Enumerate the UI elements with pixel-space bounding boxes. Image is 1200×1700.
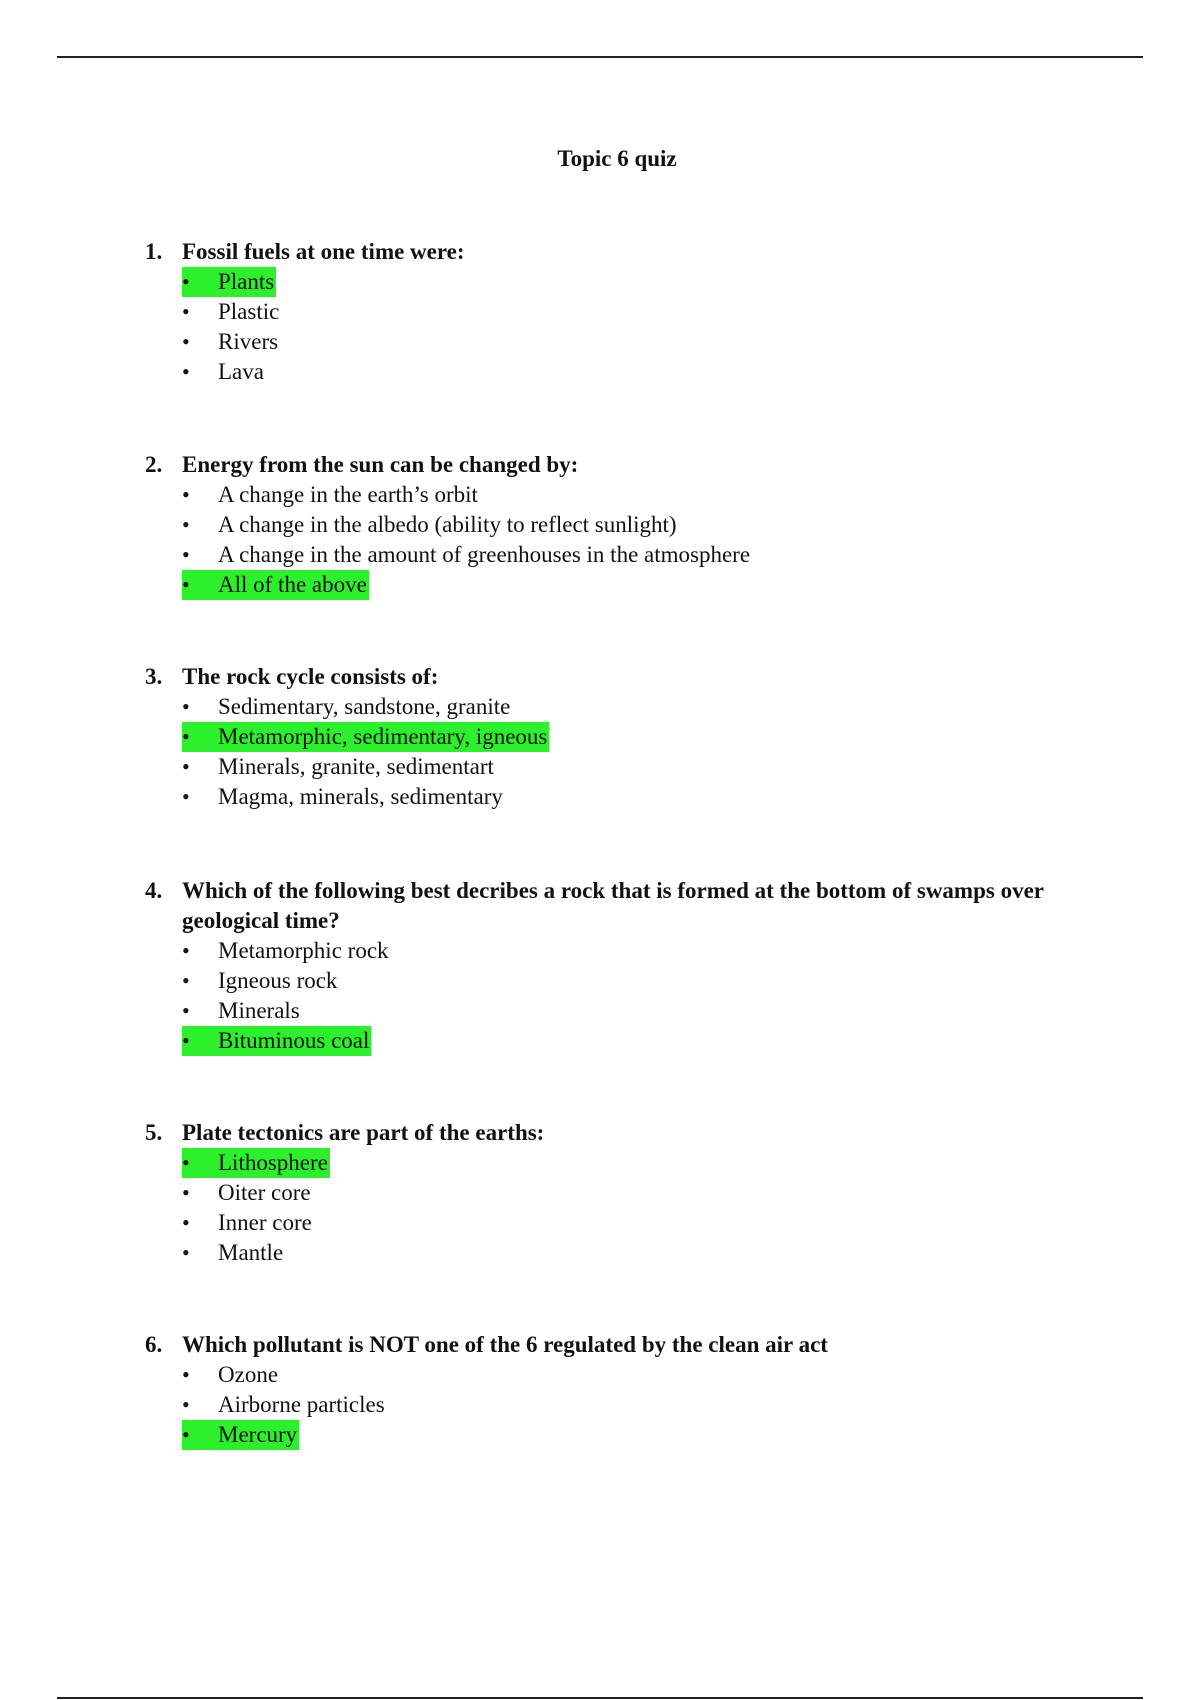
answer-option-text: Magma, minerals, sedimentary — [218, 784, 503, 809]
answer-option-text: Mantle — [218, 1240, 284, 1265]
answer-option-highlight — [182, 480, 480, 510]
answer-option — [182, 1360, 1105, 1390]
answer-option-text: Plastic — [218, 299, 280, 324]
question-stem — [145, 1330, 1105, 1360]
answer-option — [182, 357, 1105, 387]
question-stem — [145, 662, 1105, 692]
answer-option-highlight — [182, 722, 549, 752]
answer-option-highlight — [182, 782, 505, 812]
question-text: Which of the following best decribes a rock that is formed at the bottom of swamps over geological time? — [182, 878, 1044, 933]
answer-option-highlight — [182, 1208, 314, 1238]
bullet-icon: • — [182, 329, 190, 354]
answer-option — [182, 267, 1105, 297]
answer-option — [182, 1420, 1105, 1450]
answer-options — [182, 480, 1105, 600]
answer-option-text: Ozone — [218, 1362, 279, 1387]
answer-option — [182, 1238, 1105, 1268]
answer-option-highlight — [182, 1390, 387, 1420]
answer-option — [182, 1178, 1105, 1208]
answer-option — [182, 692, 1105, 722]
answer-options — [182, 936, 1105, 1056]
question-1 — [145, 237, 1105, 387]
question-number: 6. — [145, 1332, 163, 1357]
bullet-icon: • — [182, 299, 190, 324]
answer-option-text: Sedimentary, sandstone, granite — [218, 694, 511, 719]
question-5 — [145, 1118, 1105, 1268]
bullet-icon: • — [182, 968, 190, 993]
answer-option — [182, 480, 1105, 510]
answer-option-highlight — [182, 966, 339, 996]
answer-option — [182, 1208, 1105, 1238]
bullet-icon: • — [182, 1362, 190, 1387]
top-rule — [57, 56, 1143, 58]
answer-option-text: All of the above — [218, 572, 367, 597]
answer-option-highlight — [182, 570, 369, 600]
bullet-icon: • — [182, 1180, 190, 1205]
question-number: 2. — [145, 452, 163, 477]
bullet-icon: • — [182, 998, 190, 1023]
answer-option-highlight — [182, 357, 266, 387]
question-4 — [145, 876, 1105, 1056]
question-text: Which pollutant is NOT one of the 6 regulated by the clean air act — [182, 1332, 828, 1357]
answer-option-text: Bituminous coal — [218, 1028, 370, 1053]
answer-option-highlight — [182, 1178, 313, 1208]
answer-option-text: Lithosphere — [218, 1150, 328, 1175]
answer-options — [182, 1360, 1105, 1450]
bullet-icon: • — [182, 572, 190, 597]
bullet-icon: • — [182, 512, 190, 537]
question-number: 1. — [145, 239, 163, 264]
answer-options — [182, 1148, 1105, 1268]
answer-option — [182, 540, 1105, 570]
bullet-icon: • — [182, 482, 190, 507]
bullet-icon: • — [182, 1210, 190, 1235]
question-number: 3. — [145, 664, 163, 689]
answer-option-highlight — [182, 1148, 330, 1178]
answer-option-highlight — [182, 1026, 371, 1056]
document-title: Topic 6 quiz — [557, 146, 677, 171]
answer-option-text: Plants — [218, 269, 275, 294]
answer-option-text: Rivers — [218, 329, 279, 354]
answer-option — [182, 996, 1105, 1026]
question-3 — [145, 662, 1105, 812]
answer-option — [182, 1148, 1105, 1178]
bullet-icon: • — [182, 784, 190, 809]
answer-option-text: Metamorphic rock — [218, 938, 389, 963]
bullet-icon: • — [182, 724, 190, 749]
bullet-icon: • — [182, 1028, 190, 1053]
answer-option-highlight — [182, 1420, 299, 1450]
question-stem — [145, 1118, 1105, 1148]
bullet-icon: • — [182, 694, 190, 719]
question-text: The rock cycle consists of: — [182, 664, 439, 689]
question-text: Plate tectonics are part of the earths: — [182, 1120, 545, 1145]
question-stem — [145, 237, 1105, 267]
answer-option-text: Lava — [218, 359, 264, 384]
answer-option-highlight — [182, 327, 280, 357]
bottom-rule — [57, 1697, 1143, 1699]
answer-option-highlight — [182, 297, 281, 327]
question-number: 4. — [145, 878, 163, 903]
bullet-icon: • — [182, 754, 190, 779]
answer-option-highlight — [182, 936, 391, 966]
question-6 — [145, 1330, 1105, 1450]
answer-option-text: Mercury — [218, 1422, 298, 1447]
bullet-icon: • — [182, 269, 190, 294]
answer-option — [182, 936, 1105, 966]
answer-option — [182, 510, 1105, 540]
answer-option — [182, 570, 1105, 600]
question-stem — [145, 876, 1105, 936]
question-2 — [145, 450, 1105, 600]
answer-option-highlight — [182, 996, 302, 1026]
bullet-icon: • — [182, 938, 190, 963]
answer-option-text: Metamorphic, sedimentary, igneous — [218, 724, 548, 749]
question-text: Energy from the sun can be changed by: — [182, 452, 579, 477]
answer-option-text: A change in the earth’s orbit — [218, 482, 478, 507]
answer-option — [182, 1026, 1105, 1056]
question-stem — [145, 450, 1105, 480]
question-number: 5. — [145, 1120, 163, 1145]
answer-options — [182, 267, 1105, 387]
bullet-icon: • — [182, 1150, 190, 1175]
bullet-icon: • — [182, 1422, 190, 1447]
answer-options — [182, 692, 1105, 812]
answer-option-text: Inner core — [218, 1210, 312, 1235]
answer-option-text: Minerals, granite, sedimentart — [218, 754, 494, 779]
answer-option-text: Oiter core — [218, 1180, 311, 1205]
answer-option-highlight — [182, 510, 679, 540]
answer-option — [182, 297, 1105, 327]
answer-option-highlight — [182, 267, 276, 297]
answer-option-highlight — [182, 752, 496, 782]
answer-option — [182, 966, 1105, 996]
bullet-icon: • — [182, 1392, 190, 1417]
answer-option-text: A change in the amount of greenhouses in the atmosphere — [218, 542, 751, 567]
answer-option-highlight — [182, 692, 512, 722]
question-text: Fossil fuels at one time were: — [182, 239, 465, 264]
answer-option-highlight — [182, 1238, 285, 1268]
answer-option-text: Minerals — [218, 998, 300, 1023]
bullet-icon: • — [182, 359, 190, 384]
bullet-icon: • — [182, 542, 190, 567]
answer-option-highlight — [182, 1360, 280, 1390]
answer-option-highlight — [182, 540, 752, 570]
answer-option — [182, 1390, 1105, 1420]
answer-option-text: A change in the albedo (ability to reflect sunlight) — [218, 512, 677, 537]
bullet-icon: • — [182, 1240, 190, 1265]
answer-option — [182, 782, 1105, 812]
answer-option-text: Igneous rock — [218, 968, 338, 993]
answer-option-text: Airborne particles — [218, 1392, 385, 1417]
answer-option — [182, 722, 1105, 752]
answer-option — [182, 752, 1105, 782]
answer-option — [182, 327, 1105, 357]
